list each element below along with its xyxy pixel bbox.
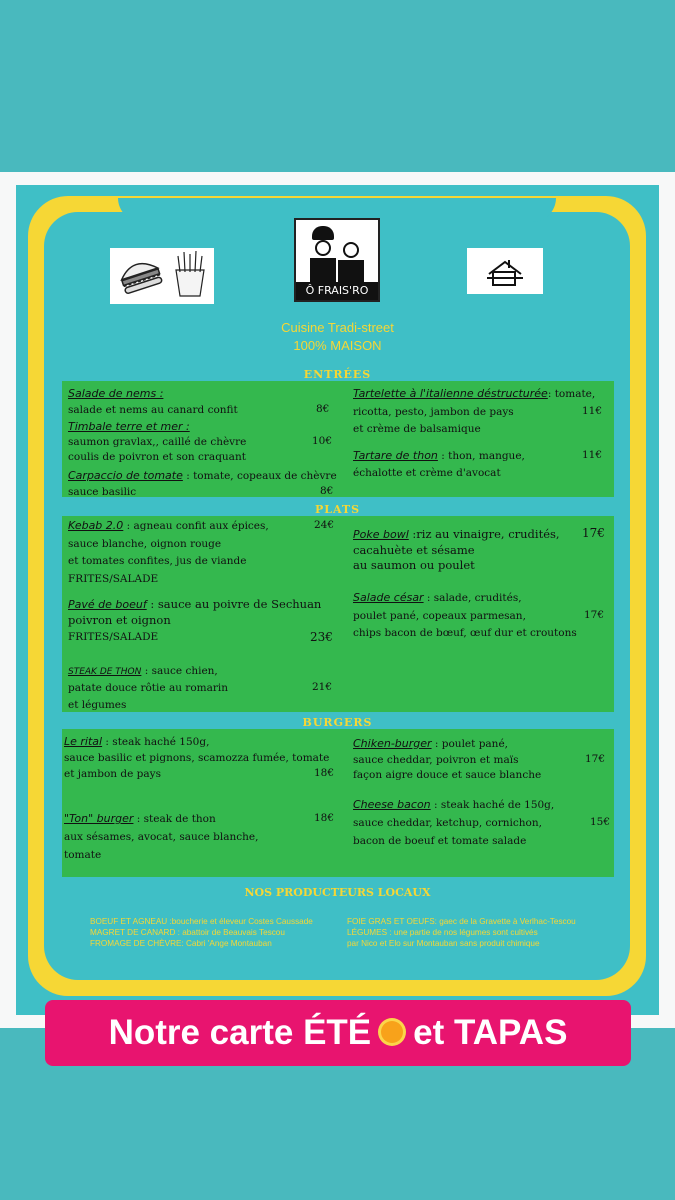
producer-line: FOIE GRAS ET OEUFS: gaec de la Gravette à Verlhac-Tescou <box>347 917 576 926</box>
producer-line: BOEUF ET AGNEAU :boucherie et éleveur Costes Caussade <box>90 917 313 926</box>
item-desc: sauce blanche, oignon rouge <box>68 538 222 550</box>
item-desc: aux sésames, avocat, sauce blanche, <box>64 831 259 843</box>
price-steak-thon: 21€ <box>312 681 333 693</box>
chef-hat-icon <box>312 226 334 240</box>
producer-line: par Nico et Elo sur Montauban sans produit chimique <box>347 939 540 948</box>
price-rital: 18€ <box>314 767 335 779</box>
price-carpaccio: 8€ <box>320 485 334 497</box>
item-desc: poulet pané, copeaux parmesan, <box>353 610 526 622</box>
item-desc: bacon de boeuf et tomate salade <box>353 835 527 847</box>
restaurant-logo <box>294 218 380 302</box>
item-desc: et jambon de pays <box>64 768 161 780</box>
menu-item-ton-burger: "Ton" burger : steak de thon <box>64 812 216 825</box>
item-desc: sauce cheddar, poivron et maïs <box>353 754 519 766</box>
item-desc: sauce basilic <box>68 486 137 498</box>
promo-banner <box>45 1000 631 1066</box>
price-poke: 17€ <box>582 526 605 540</box>
item-desc: patate douce rôtie au romarin <box>68 682 228 694</box>
tagline-line2: 100% MAISON <box>293 338 382 353</box>
menu-item-chiken: Chiken-burger : poulet pané, <box>353 737 508 750</box>
section-title-entrees: ENTRÉES <box>303 368 372 381</box>
burger-fries-illustration <box>110 248 214 304</box>
producers-title: NOS PRODUCTEURS LOCAUX <box>244 886 431 899</box>
producer-line: MAGRET DE CANARD : abattoir de Beauvais Tescou <box>90 928 285 937</box>
price-cheese-bacon: 15€ <box>590 816 611 828</box>
item-desc: sauce basilic et pignons, scamozza fumée, tomate <box>64 752 330 764</box>
producer-line: FROMAGE DE CHÈVRE: Cabri 'Ange Montauban <box>90 939 272 948</box>
item-desc: sauce cheddar, ketchup, cornichon, <box>353 817 542 829</box>
item-desc: et crème de balsamique <box>353 423 481 435</box>
price-cesar: 17€ <box>584 609 605 621</box>
menu-item-kebab: Kebab 2.0 : agneau confit aux épices, <box>68 519 269 532</box>
menu-item-rital: Le rital : steak haché 150g, <box>64 735 210 748</box>
section-title-burgers: BURGERS <box>302 716 373 729</box>
item-desc: coulis de poivron et son craquant <box>68 451 246 463</box>
menu-item-steak-thon: STEAK DE THON : sauce chien, <box>68 665 218 677</box>
item-desc: tomate <box>64 849 102 861</box>
item-desc: ricotta, pesto, jambon de pays <box>353 406 514 418</box>
item-desc: poivron et oignon <box>68 613 171 627</box>
menu-item-cesar: Salade césar : salade, crudités, <box>353 591 522 604</box>
menu-item-pave: Pavé de boeuf : sauce au poivre de Sechuan <box>68 597 322 611</box>
house-logo-icon <box>467 248 543 294</box>
price-tartelette: 11€ <box>582 405 603 417</box>
price-tartare: 11€ <box>582 449 603 461</box>
menu-item-carpaccio: Carpaccio de tomate : tomate, copeaux de chèvre <box>68 469 337 482</box>
section-title-plats: PLATS <box>314 503 361 516</box>
tagline-line1: Cuisine Tradi-street <box>281 320 394 335</box>
item-desc: saumon gravlax,, caillé de chèvre <box>68 436 247 448</box>
price-ton-burger: 18€ <box>314 812 335 824</box>
price-chiken: 17€ <box>585 753 606 765</box>
item-desc: cacahuète et sésame <box>353 543 475 557</box>
menu-item-tartelette: Tartelette à l'italienne déstructurée: tomate, <box>353 387 596 400</box>
price-kebab: 24€ <box>314 519 335 531</box>
sun-icon <box>381 1021 403 1043</box>
item-desc: et tomates confites, jus de viande <box>68 555 247 567</box>
menu-item-nems: Salade de nems : <box>68 387 164 400</box>
banner-text-left: Notre carte ÉTÉ <box>108 1013 372 1052</box>
banner-text-right: et TAPAS <box>413 1013 568 1052</box>
item-desc: au saumon ou poulet <box>353 558 475 572</box>
item-desc: FRITES/SALADE <box>68 573 159 585</box>
producer-line: LÉGUMES : une partie de nos légumes sont cultivés <box>347 928 538 937</box>
item-desc: et légumes <box>68 699 127 711</box>
menu-item-poke: Poke bowl :riz au vinaigre, crudités, <box>353 527 560 541</box>
item-desc: chips bacon de bœuf, œuf dur et croutons <box>353 627 577 639</box>
item-desc: salade et nems au canard confit <box>68 404 238 416</box>
menu-item-timbale: Timbale terre et mer : <box>68 420 190 433</box>
price-pave: 23€ <box>310 630 333 644</box>
item-desc: FRITES/SALADE <box>68 631 159 643</box>
price-timbale: 10€ <box>312 435 333 447</box>
logo-text: Ô FRAIS'RO <box>296 282 378 300</box>
menu-item-cheese-bacon: Cheese bacon : steak haché de 150g, <box>353 798 555 811</box>
item-desc: façon aigre douce et sauce blanche <box>353 769 542 781</box>
item-desc: échalotte et crème d'avocat <box>353 467 501 479</box>
price-nems: 8€ <box>316 403 330 415</box>
menu-item-tartare: Tartare de thon : thon, mangue, <box>353 449 525 462</box>
